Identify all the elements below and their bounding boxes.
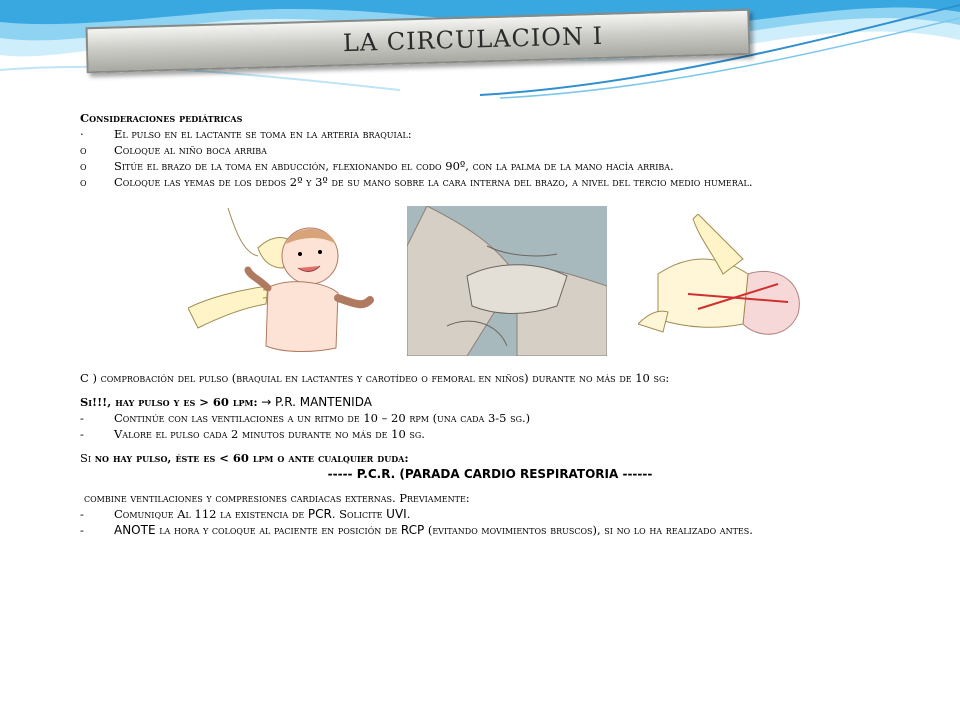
- slide-content: [80, 110, 900, 190]
- infant-pulse-illustration: [188, 208, 388, 358]
- combine-line: combine ventilaciones y compresiones cardiacas externas. Previamente:: [84, 491, 470, 505]
- step-item: o Sitúe el brazo de la toma en abducción, flexionando el codo 90º, con la palma de la mano hacía arriba.: [80, 159, 674, 173]
- dash-bullet: -: [80, 523, 84, 537]
- section-heading: Consideraciones pediátricas: [80, 111, 243, 125]
- pcr-heading: ----- P.C.R. (PARADA CARDIO RESPIRATORIA ------: [327, 467, 653, 481]
- dash-bullet: -: [80, 507, 84, 521]
- arrow-right-icon: →: [261, 395, 272, 409]
- list-item: - Continúe con las ventilaciones a un ritmo de 10 – 20 rpm (una cada 3-5 sg.): [80, 411, 531, 425]
- no-pulse-line: Si no hay pulso, éste es < 60 lpm o ante cualquier duda:: [80, 451, 409, 465]
- list-item: - ANOTE la hora y coloque al paciente en posición de RCP (evitando movimientos bruscos), si no lo ha realizado antes.: [80, 523, 753, 537]
- step-item: o Coloque al niño boca arriba: [80, 143, 267, 157]
- step-item: o Coloque las yemas de los dedos 2º y 3º de su mano sobre la cara interna del brazo, a nivel del tercio medio humeral.: [80, 175, 753, 189]
- pulse-location-diagram: [638, 214, 808, 344]
- pulse-check-line: C ) comprobación del pulso (braquial en lactantes y carotídeo o femoral en niños) durante no más de 10 sg:: [80, 371, 670, 385]
- intro-line: · El pulso en el lactante se toma en la arteria braquial:: [80, 127, 412, 141]
- dash-bullet: -: [80, 411, 84, 425]
- bullet: o: [80, 175, 87, 189]
- bullet: o: [80, 159, 87, 173]
- bullet: o: [80, 143, 87, 157]
- list-item: - Valore el pulso cada 2 minutos durante no más de 10 sg.: [80, 427, 425, 441]
- dash-bullet: -: [80, 427, 84, 441]
- infant-arm-photo: [407, 206, 607, 356]
- list-item: - Comunique Al 112 la existencia de PCR. Solicite UVI.: [80, 507, 411, 521]
- bullet: ·: [80, 127, 84, 141]
- illustrations-row: [0, 206, 960, 358]
- page-title: LA CIRCULACION I: [342, 21, 604, 58]
- pulse-present-line: Si!!!, hay pulso y es > 60 lpm: → P.R. MANTENIDA: [80, 395, 372, 409]
- pulse-check-content: [80, 370, 900, 538]
